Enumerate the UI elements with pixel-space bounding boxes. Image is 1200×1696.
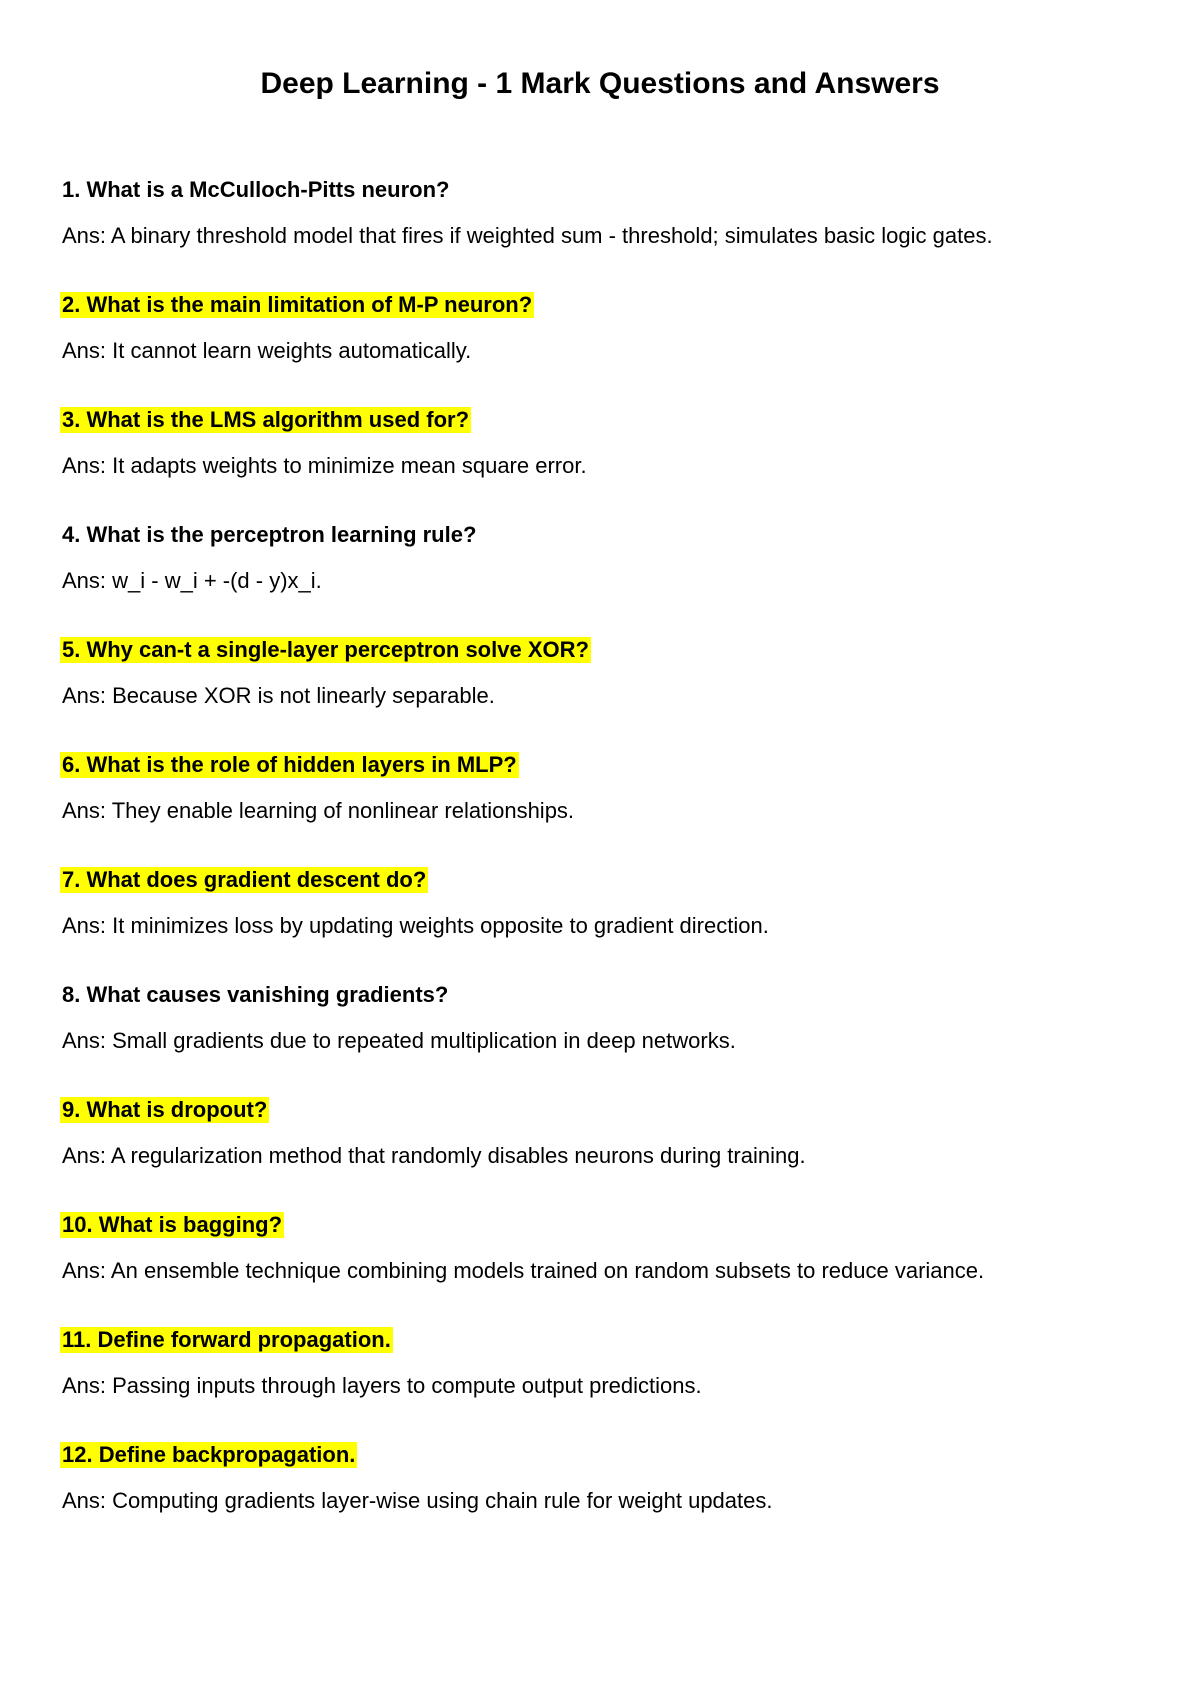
qa-item [62,1097,1162,1212]
answer-text: Ans: It adapts weights to minimize mean square error. [62,453,587,478]
qa-item [62,1442,1162,1557]
qa-item [62,522,1162,637]
answer-text: Ans: Because XOR is not linearly separable. [62,683,495,708]
qa-list [62,177,1162,1557]
question-text: 9. What is dropout? [62,1097,268,1122]
question-text: 2. What is the main limitation of M-P neuron? [62,292,533,317]
qa-item [62,407,1162,522]
qa-item [62,177,1162,292]
answer-text: Ans: Small gradients due to repeated multiplication in deep networks. [62,1028,736,1053]
answer-text: Ans: Computing gradients layer-wise using chain rule for weight updates. [62,1488,773,1513]
qa-item [62,982,1162,1097]
question-text: 5. Why can-t a single-layer perceptron solve XOR? [62,637,589,662]
qa-item [62,1327,1162,1442]
question-text: 4. What is the perceptron learning rule? [62,522,477,547]
qa-item [62,637,1162,752]
answer-text: Ans: A regularization method that randomly disables neurons during training. [62,1143,806,1168]
answer-text: Ans: They enable learning of nonlinear relationships. [62,798,575,823]
answer-text: Ans: w_i - w_i + -(d - y)x_i. [62,568,322,593]
question-text: 7. What does gradient descent do? [62,867,427,892]
qa-item [62,867,1162,982]
question-text: 6. What is the role of hidden layers in MLP? [62,752,517,777]
question-text: 8. What causes vanishing gradients? [62,982,449,1007]
answer-text: Ans: An ensemble technique combining models trained on random subsets to reduce variance. [62,1258,985,1283]
answer-text: Ans: Passing inputs through layers to compute output predictions. [62,1373,702,1398]
question-text: 1. What is a McCulloch-Pitts neuron? [62,177,450,202]
qa-item [62,292,1162,407]
answer-text: Ans: It cannot learn weights automatically. [62,338,472,363]
page-title: Deep Learning - 1 Mark Questions and Answers [260,67,940,100]
question-text: 10. What is bagging? [62,1212,283,1237]
question-text: 12. Define backpropagation. [62,1442,356,1467]
qa-item [62,752,1162,867]
question-text: 11. Define forward propagation. [62,1327,391,1352]
answer-text: Ans: A binary threshold model that fires if weighted sum - threshold; simulates basic logic gates. [62,223,993,248]
answer-text: Ans: It minimizes loss by updating weights opposite to gradient direction. [62,913,769,938]
qa-item [62,1212,1162,1327]
question-text: 3. What is the LMS algorithm used for? [62,407,470,432]
